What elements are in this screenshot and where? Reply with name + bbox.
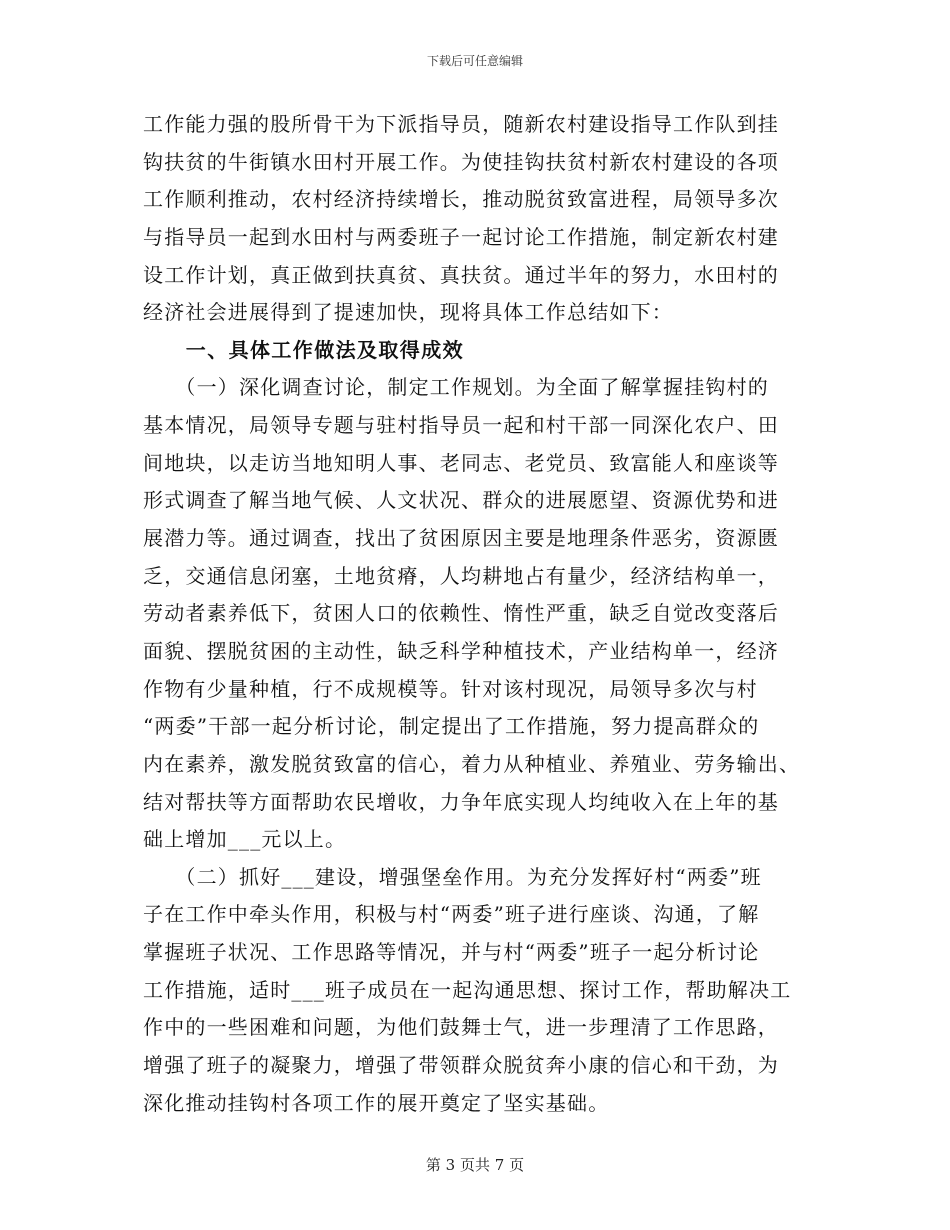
body-line: 钩扶贫的牛街镇水田村开展工作。为使挂钩扶贫村新农村建设的各项 <box>143 149 779 174</box>
body-line: 劳动者素养低下，贫困人口的依赖性、惰性严重，缺乏自觉改变落后 <box>143 601 779 626</box>
body-line: 作中的一些困难和问题，为他们鼓舞士气，进一步理清了工作思路， <box>143 1015 779 1040</box>
body-line: 子在工作中牵头作用，积极与村“两委”班子进行座谈、沟通，了解 <box>143 902 760 927</box>
body-line: 工作措施，适时___班子成员在一起沟通思想、探讨工作，帮助解决工 <box>143 977 792 1002</box>
body-line: 面貌、摆脱贫困的主动性，缺乏科学种植技术，产业结构单一，经济 <box>143 638 779 663</box>
body-line: （二）抓好___建设，增强堡垒作用。为充分发挥好村“两委”班 <box>143 864 762 889</box>
body-line: 乏，交通信息闭塞，土地贫瘠，人均耕地占有量少，经济结构单一， <box>143 563 779 588</box>
body-line: 础上增加___元以上。 <box>143 827 347 852</box>
body-line: 形式调查了解当地气候、人文状况、群众的进展愿望、资源优势和进 <box>143 488 779 513</box>
body-line: 内在素养，激发脱贫致富的信心，着力从种植业、养殖业、劳务输出、 <box>143 751 801 776</box>
body-line: “两委”干部一起分析讨论，制定提出了工作措施，努力提高群众的 <box>143 714 760 739</box>
body-line: 工作能力强的股所骨干为下派指导员，随新农村建设指导工作队到挂 <box>143 112 779 136</box>
page-footer: 第 3 页共 7 页 <box>425 1156 525 1174</box>
body-line: 掌握班子状况、工作思路等情况，并与村“两委”班子一起分析讨论 <box>143 940 760 965</box>
body-line: 设工作计划，真正做到扶真贫、真扶贫。通过半年的努力，水田村的 <box>143 262 779 287</box>
body-line: 增强了班子的凝聚力，增强了带领群众脱贫奔小康的信心和干劲，为 <box>143 1053 779 1078</box>
body-line: 深化推动挂钩村各项工作的展开奠定了坚实基础。 <box>143 1090 610 1115</box>
body-line: 经济社会进展得到了提速加快，现将具体工作总结如下： <box>143 300 673 325</box>
body-line: 结对帮扶等方面帮助农民增收，力争年底实现人均纯收入在上年的基 <box>143 789 779 814</box>
body-line: （一）深化调查讨论，制定工作规划。为全面了解掌握挂钩村的 <box>143 375 769 400</box>
body-line: 与指导员一起到水田村与两委班子一起讨论工作措施，制定新农村建 <box>143 224 779 249</box>
body-line: 基本情况，局领导专题与驻村指导员一起和村干部一同深化农户、田 <box>143 413 779 438</box>
body-line: 作物有少量种植，行不成规模等。针对该村现况，局领导多次与村 <box>143 676 758 701</box>
page-header: 下载后可任意编辑 <box>426 54 523 68</box>
section-heading: 一、具体工作做法及取得成效 <box>143 337 464 362</box>
body-line: 展潜力等。通过调查，找出了贫困原因主要是地理条件恶劣，资源匮 <box>143 526 779 551</box>
body-line: 工作顺利推动，农村经济持续增长，推动脱贫致富进程，局领导多次 <box>143 187 779 212</box>
document-body <box>143 106 825 1122</box>
body-line: 间地块，以走访当地知明人事、老同志、老党员、致富能人和座谈等 <box>143 450 779 475</box>
